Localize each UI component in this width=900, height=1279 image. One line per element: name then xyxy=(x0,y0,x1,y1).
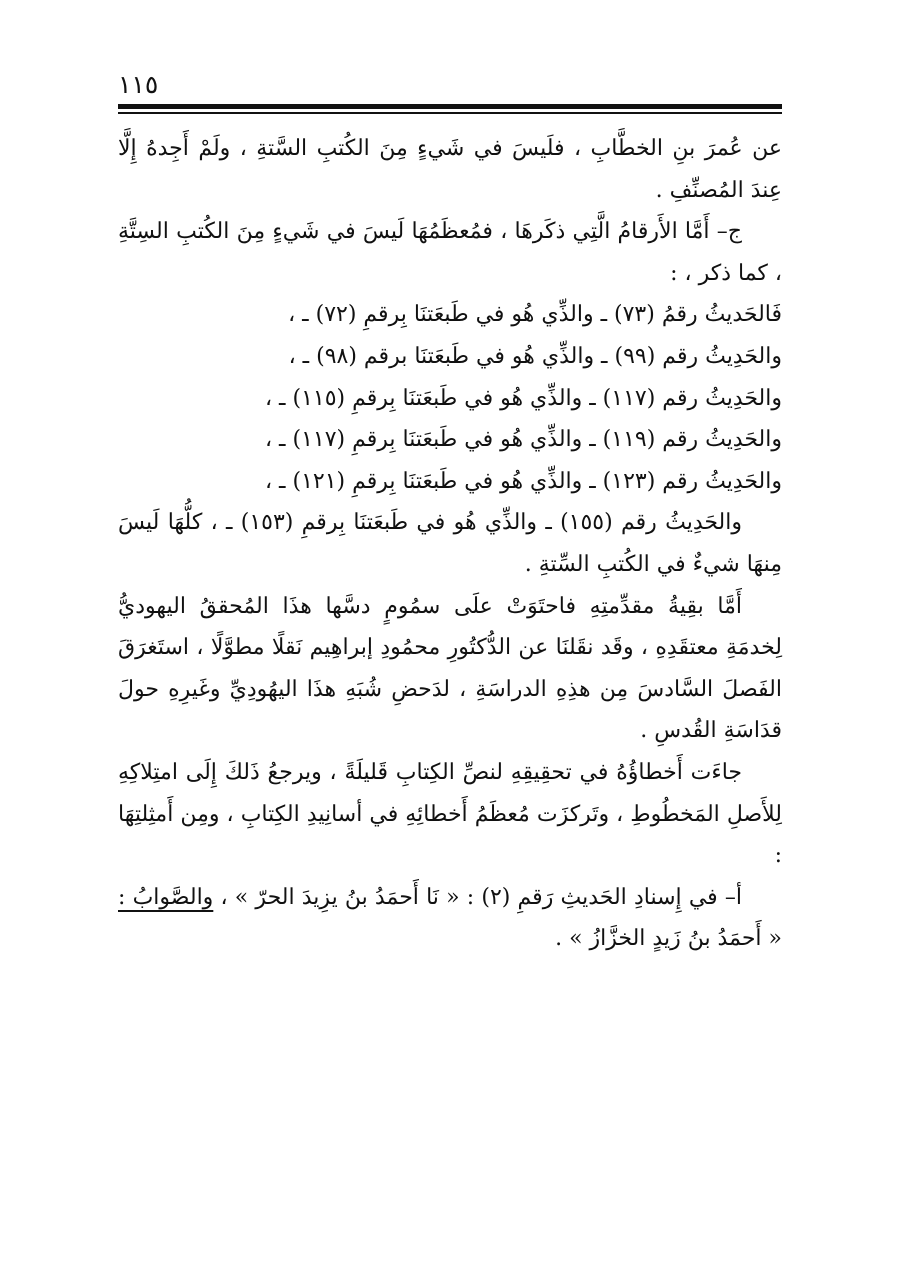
paragraph-4: جاءَت أَخطاؤُهُ في تحقِيقِهِ لنصِّ الكِتابِ قَليلَةً ، ويرجعُ ذَلكَ إِلَى امتِلاكِهِ لِلأَصلِ المَخطُوطِ ، وتَركزَت مُعظَمُ أَخطائِهِ في أسانِيدِ الكِتابِ ، ومِن أَمثِلتِهَا : xyxy=(118,759,782,869)
hadith-line-2: والحَدِيثُ رقم (٩٩) ـ والذِّي هُو في طَبعَتنَا برقم (٩٨) ـ ، xyxy=(288,343,782,369)
paragraph-1: عن عُمرَ بنِ الخطَّابِ ، فلَيسَ في شَيءٍ مِنَ الكُتبِ السَّتةِ ، ولَمْ أَجِدهُ إِلَّا عِندَ المُصنِّفِ . xyxy=(118,136,782,203)
header-rule-thick xyxy=(118,104,782,109)
page-number: ١١٥ xyxy=(118,70,159,99)
body-text xyxy=(118,128,782,960)
hadith-line-3: والحَدِيثُ رقم (١١٧) ـ والذِّي هُو في طَبعَتنَا بِرقمِ (١١٥) ـ ، xyxy=(264,385,782,411)
correct-form-label: والصَّوابُ : xyxy=(118,884,214,910)
paragraph-3: أَمَّا بقِيةُ مقدِّمتِهِ فاحتَوَتْ علَى سمُومٍ دسَّها هذَا المُحققُ اليهوديُّ لِخدمَةِ معتقَدِهِ ، وقَد نقَلنَا عن الدُّكتُورِ محمُودِ إبراهِيم نَقلًا مطوَّلًا ، استَغرَقَ الفَصلَ السَّادسَ مِن هذِهِ الدراسَةِ ، لدَحضِ شُبَهِ هذَا اليهُودِيِّ وغَيرِهِ حولَ قدَاسَةِ القُدسِ . xyxy=(118,593,782,744)
paragraph-5-end: « أَحمَدُ بنُ زَيدٍ الخزَّازُ » . xyxy=(555,926,782,952)
hadith-line-4: والحَدِيثُ رقم (١١٩) ـ والذِّي هُو في طَبعَتنَا بِرقمِ (١١٧) ـ ، xyxy=(264,427,782,453)
header-rule-thin xyxy=(118,112,782,114)
paragraph-5-main: أ– في إِسنادِ الحَديثِ رَقمِ (٢) : « نَا أَحمَدُ بنُ يزِيدَ الحرّ » ، xyxy=(213,884,742,910)
hadith-line-6: والحَدِيثُ رقم (١٥٥) ـ والذِّي هُو في طَبعَتنَا بِرقمِ (١٥٣) ـ ، كلُّهَا لَيسَ مِنهَا شيءٌ في الكُتبِ السِّتةِ . xyxy=(118,510,782,577)
paragraph-5 xyxy=(118,877,782,960)
hadith-line-1: فَالحَديثُ رقمُ (٧٣) ـ والذِّي هُو في طَبعَتنَا بِرقمِ (٧٢) ـ ، xyxy=(288,302,782,328)
hadith-line-5: والحَدِيثُ رقم (١٢٣) ـ والذِّي هُو في طَبعَتنَا بِرقمِ (١٢١) ـ ، xyxy=(264,468,782,494)
paragraph-2: ج– أَمَّا الأَرقامُ الَّتِي ذكَرهَا ، فمُعظَمُهَا لَيسَ في شَيءٍ مِنَ الكُتبِ السِتَّةِ ، كما ذكر ، : xyxy=(118,219,782,286)
